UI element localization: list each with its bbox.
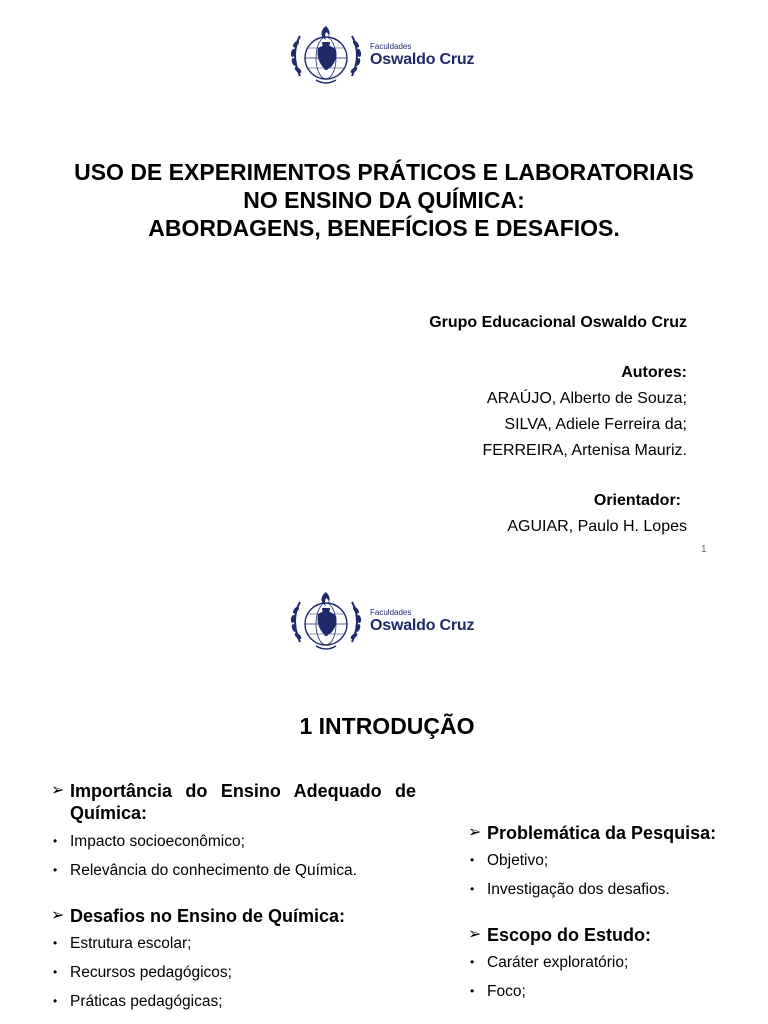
title-line-2: NO ENSINO DA QUÍMICA: — [243, 187, 525, 213]
bullet-list — [51, 827, 416, 885]
presentation-title — [0, 158, 768, 242]
oswaldo-cruz-logo — [286, 588, 474, 654]
advisor-name: AGUIAR, Paulo H. Lopes — [507, 518, 687, 535]
title-line-1: USO DE EXPERIMENTOS PRÁTICOS E LABORATORIAIS — [74, 159, 694, 185]
arrowhead-bullet-icon: ➢ — [51, 907, 65, 924]
list-item: • Práticas pedagógicas; — [51, 987, 416, 1016]
heading-line-1: Desafios no Ensino de Química: — [70, 906, 346, 926]
bullet-dot-icon: • — [470, 853, 475, 867]
list-item: • Foco; — [468, 977, 758, 1006]
oswaldo-cruz-logo — [286, 22, 474, 88]
topic-heading-scope — [468, 924, 758, 946]
arrowhead-bullet-icon: ➢ — [468, 824, 482, 841]
bullet-dot-icon: • — [53, 863, 58, 877]
page-number: 1 — [701, 544, 707, 555]
bullet-list — [468, 846, 758, 904]
topic-heading-importance — [51, 780, 416, 824]
list-item: • Investigação dos desafios. — [468, 875, 758, 904]
logo-subtitle: Faculdades — [370, 41, 412, 51]
bullet-dot-icon: • — [470, 955, 475, 969]
list-item: • Objetivo; — [468, 846, 758, 875]
list-item: • Estrutura escolar; — [51, 929, 416, 958]
logo-wordmark — [370, 43, 474, 68]
bullet-dot-icon: • — [470, 882, 475, 896]
right-column — [468, 822, 758, 1006]
title-line-3: ABORDAGENS, BENEFÍCIOS E DESAFIOS. — [148, 215, 620, 241]
torch-globe-emblem-icon — [286, 588, 366, 654]
authors-label: Autores: — [621, 364, 687, 381]
institution-name: Grupo Educacional Oswaldo Cruz — [429, 314, 687, 331]
left-column — [51, 780, 416, 1016]
author-2: SILVA, Adiele Ferreira da; — [504, 416, 687, 433]
arrowhead-bullet-icon: ➢ — [51, 782, 65, 799]
topic-heading-challenges — [51, 905, 416, 927]
list-item: • Relevância do conhecimento de Química. — [51, 856, 416, 885]
arrowhead-bullet-icon: ➢ — [468, 926, 482, 943]
heading-line-1: Escopo do Estudo: — [487, 925, 651, 945]
author-1: ARAÚJO, Alberto de Souza; — [486, 390, 687, 407]
bullet-dot-icon: • — [53, 965, 58, 979]
heading-line-1: Problemática da Pesquisa: — [487, 823, 717, 843]
logo-wordmark — [370, 609, 474, 634]
topic-heading-research-problem — [468, 822, 758, 844]
logo-subtitle: Faculdades — [370, 607, 412, 617]
bullet-dot-icon: • — [53, 936, 58, 950]
credits-block — [429, 310, 687, 540]
author-3: FERREIRA, Artenisa Mauriz. — [482, 442, 687, 459]
list-item: • Impacto socioeconômico; — [51, 827, 416, 856]
logo-title: Oswaldo Cruz — [370, 616, 475, 634]
list-item: • Caráter exploratório; — [468, 948, 758, 977]
logo-title: Oswaldo Cruz — [370, 50, 475, 68]
bullet-dot-icon: • — [470, 984, 475, 998]
section-title: 1 INTRODUÇÃO — [299, 713, 475, 739]
bullet-list — [468, 948, 758, 1006]
bullet-list — [51, 929, 416, 1016]
list-item: • Recursos pedagógicos; — [51, 958, 416, 987]
bullet-dot-icon: • — [53, 834, 58, 848]
advisor-label: Orientador: — [593, 492, 681, 509]
bullet-dot-icon: • — [53, 994, 58, 1008]
introduction-slide — [0, 572, 768, 1024]
heading-line-1: Importância do Ensino Adequado de — [70, 781, 416, 801]
torch-globe-emblem-icon — [286, 22, 366, 88]
heading-line-2: Química: — [70, 803, 148, 823]
